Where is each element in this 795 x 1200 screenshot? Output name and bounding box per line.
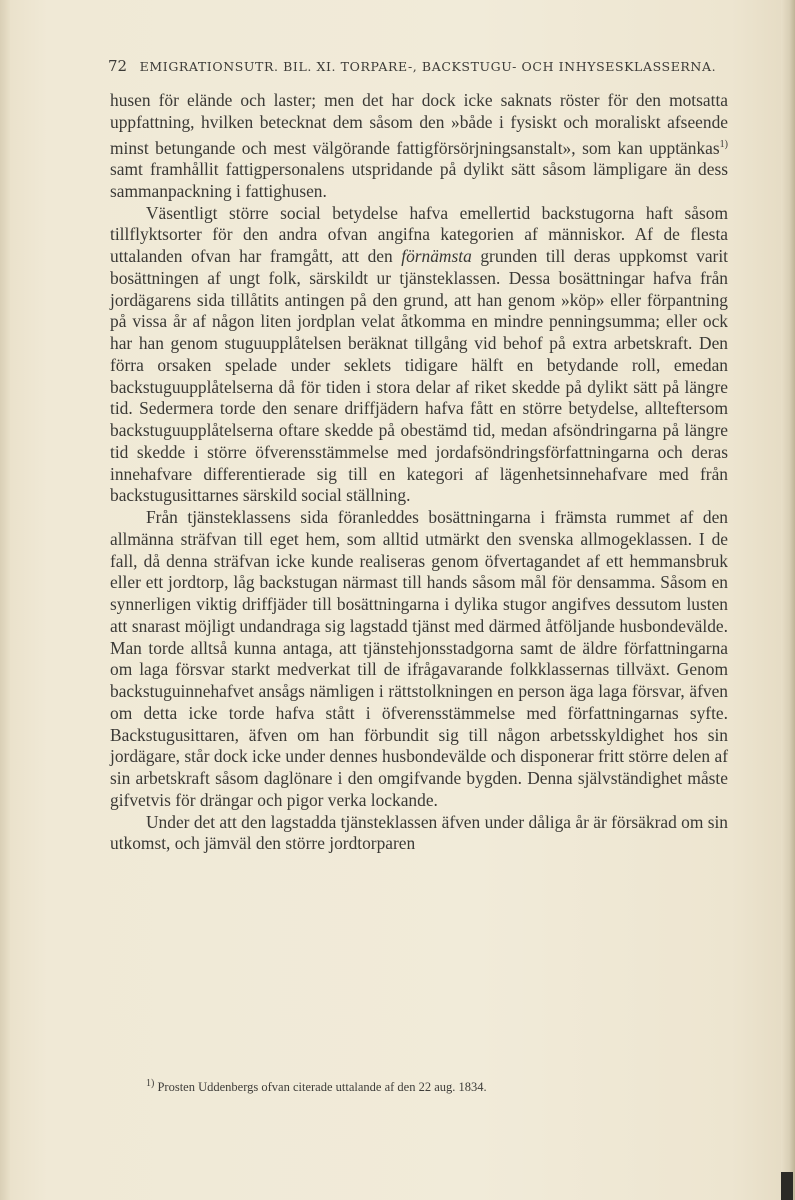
paragraph-2-text-a: Väsentligt större social betydelse hafva emellertid backstugorna haft såsom tillflyktsorter för den andra ofvan angifna kategorien af människor. Af de flesta uttalanden ofvan har framgått, att den	[110, 202, 728, 267]
body-text	[110, 90, 728, 855]
emphasis-word: förnämsta	[401, 246, 472, 267]
paragraph-1	[110, 90, 728, 203]
footnote-marker: 1)	[146, 1078, 155, 1089]
binding-mark	[781, 1172, 793, 1200]
paragraph-2-text-b: grunden till deras uppkomst varit bosättningen af ungt folk, särskildt ur tjänsteklassen. Dessa bosättningar hafva från jordägarens sida tillåtits antingen på den grund, att han genom »köp» eller förpantning på vissa år af någon liten jordplan velat åtkomma en mindre penningsumma; eller ock har han genom stuguupplåtelsen beräknat tillgång vid behof på extra arbetskraft. Den förra orsaken spelade under seklets tidigare hälft en betydande roll, emedan backstuguupplåtelserna då för tiden i stora delar af riket skedde på dylikt sätt på längre tid. Sedermera torde den senare driffjädern hafva fått en större betydelse, allteftersom backstuguupplåtelserna oftare skedde på obestämd tid, medan afsöndringarna på längre tid skedde i större öfverensstämmelse med jordafsöndringsförfattningarna och deras innehafvare differentierade sig till en kategori af lägenhetsinnehafvare med från backstugusittarnes särskild social ställning.	[110, 246, 728, 506]
paragraph-1-text-b: samt framhållit fattigpersonalens utspridande på dylikt sätt såsom lämpligare än dess sammanpackning i fattighusen.	[110, 159, 728, 201]
paragraph-4: Under det att den lagstadda tjänsteklassen äfven under dåliga år är försäkrad om sin utkomst, och jämväl den större jordtorparen	[110, 811, 728, 854]
page-right-edge	[781, 0, 795, 1200]
footnote-reference: 1)	[719, 138, 728, 150]
page-number: 72	[108, 57, 128, 75]
page-left-edge	[0, 0, 10, 1200]
paragraph-3: Från tjänsteklassens sida föranleddes bosättningarna i främsta rummet af den allmänna sträfvan till eget hem, som alltid utmärkt den svenska allmogeklassen. I de fall, då denna sträfvan icke kunde realiseras genom öfvertagandet af ett hemmansbruk eller ett jordtorp, låg backstugan närmast till hands såsom mål för densamma. Såsom en synnerligen viktig driffjäder till bosättningarna i dylika stugor angifves dessutom lusten att snarast möjligt undandraga sig lagstadd tjänst med därmed åtföljande husbondevälde. Man torde alltså kunna antaga, att tjänstehjonsstadgorna samt de äldre författningarna om laga försvar starkt medverkat till de ifrågavarande folkklassernas tillväxt. Genom backstuguinnehafvet ansågs nämligen i rättstolkningen en person äga laga försvar, äfven om detta icke torde hafva stått i öfverensstämmelse med författningarnas syfte. Backstugusittaren, äfven om han förbundit sig till någon arbetsskyldighet hos sin jordägare, står dock icke under dennes husbondevälde och disponerar fritt större delen af sin arbetskraft såsom daglönare i den omgifvande bygden. Denna självständighet måste gifvetvis för drängar och pigor verka lockande.	[110, 507, 728, 810]
running-header	[108, 57, 728, 75]
paragraph-2	[110, 203, 728, 508]
footnote	[146, 1078, 736, 1095]
paragraph-1-text-a: husen för elände och laster; men det har dock icke saknats röster för den motsatta uppfattning, hvilken betecknat dem såsom den »både i fysiskt och moraliskt afseende minst betungande och mest välgörande fattigförsörjningsanstalt», som kan upptänkas	[110, 90, 728, 158]
footnote-text: Prosten Uddenbergs ofvan citerade uttalande af den 22 aug. 1834.	[154, 1080, 487, 1095]
running-title: EMIGRATIONSUTR. BIL. XI. TORPARE-, BACKSTUGU- OCH INHYSESKLASSERNA.	[139, 59, 717, 74]
